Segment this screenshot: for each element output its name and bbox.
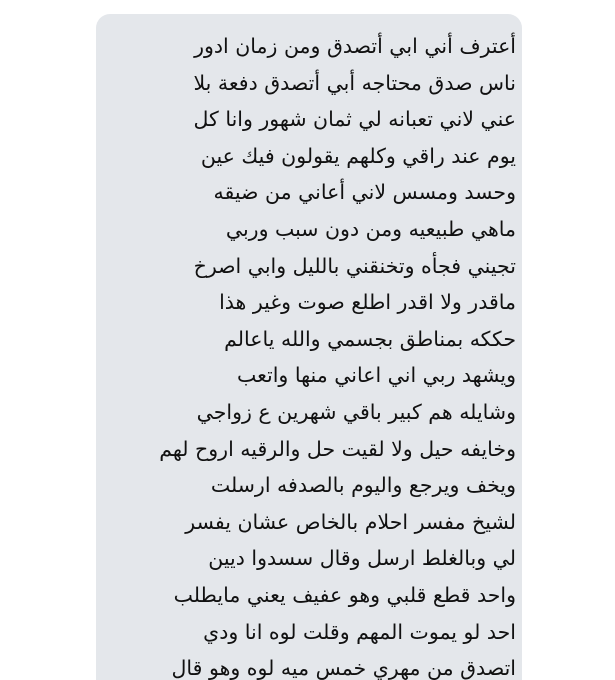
message-line: لشيخ مفسر احلام بالخاص عشان يفسر (185, 509, 516, 534)
message-line: ناس صدق محتاجه أبي أتصدق دفعة بلا (193, 70, 516, 95)
message-line: عني لاني تعبانه لي ثمان شهور وانا كل (193, 107, 516, 132)
message-line: حككه بمناطق بجسمي والله ياعالم (224, 326, 516, 351)
message-line: ماقدر ولا اقدر اطلع صوت وغير هذا (219, 290, 516, 315)
message-line: وشايله هم كبير باقي شهرين ع زواجي (196, 399, 516, 424)
message-bubble[interactable] (96, 14, 522, 680)
message-line: يوم عند راقي وكلهم يقولون فيك عين (200, 143, 516, 168)
message-line: أعترف أني ابي أتصدق ومن زمان ادور (194, 34, 516, 58)
message-line: وخايفه حيل ولا لقيت حل والرقيه اروح لهم (159, 436, 516, 461)
message-line: تجيني فجأه وتخنقني بالليل وابي اصرخ (193, 253, 516, 278)
message-line: ويخف ويرجع واليوم بالصدفه ارسلت (210, 473, 516, 498)
message-line: اتصدق من مهري خمس ميه لوه وهو قال (171, 656, 516, 680)
message-line: ماهي طبيعيه ومن دون سبب وربي (225, 216, 516, 241)
message-line: احد لو يموت المهم وقلت لوه انا ودي (203, 619, 516, 644)
message-line: واحد قطع قلبي وهو عفيف يعني مايطلب (173, 582, 516, 607)
message-line: لي وبالغلط ارسل وقال سسدوا ديين (208, 546, 516, 571)
message-line: وحسد ومسس لاني أعاني من ضيقه (213, 180, 516, 205)
message-text (102, 28, 516, 680)
message-line: ويشهد ربي اني اعاني منها واتعب (236, 363, 516, 388)
